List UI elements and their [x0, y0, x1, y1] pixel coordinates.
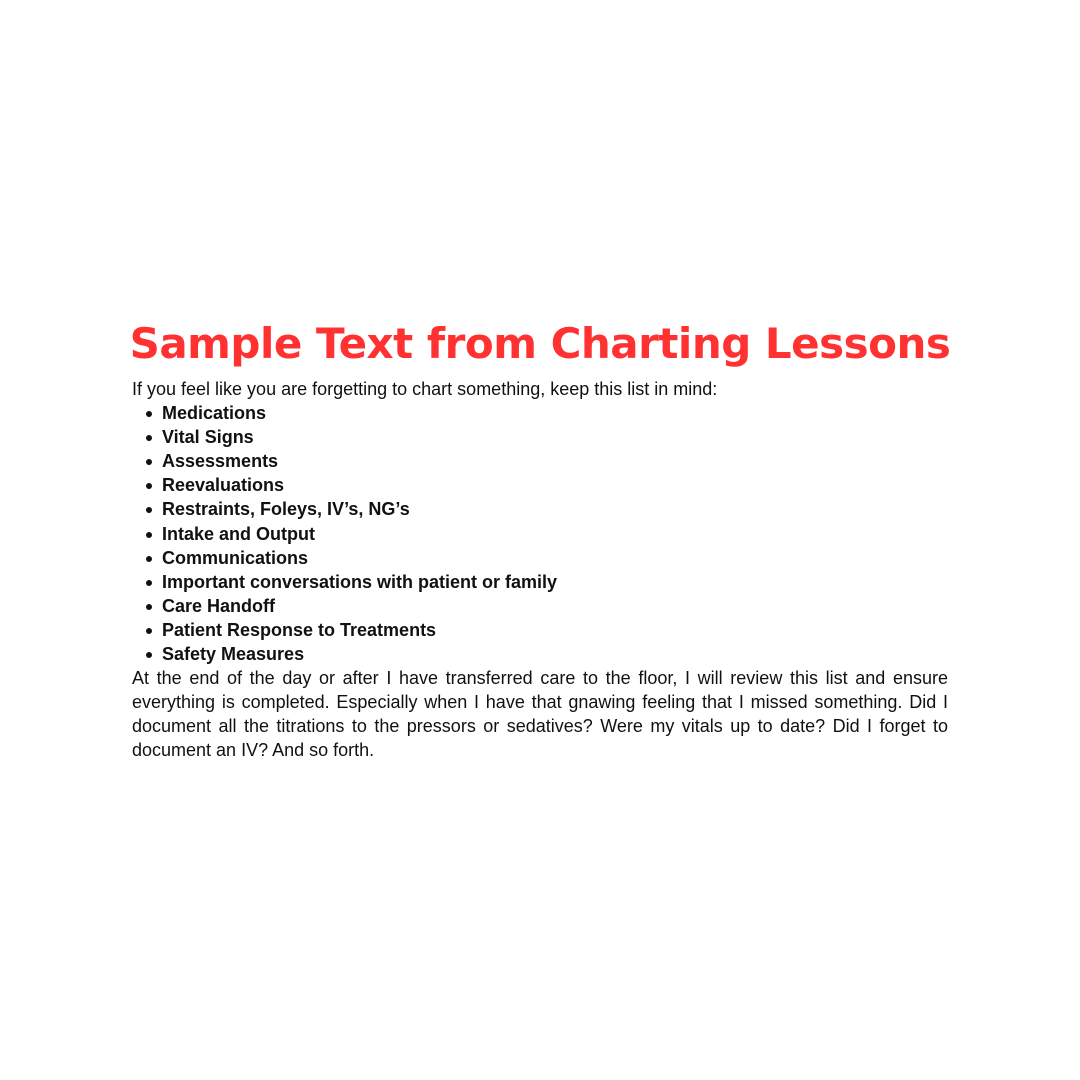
list-item-label: Communications [162, 547, 309, 568]
list-item [144, 449, 948, 473]
bullet-icon [146, 556, 152, 562]
list-item [144, 546, 948, 570]
list-item-label: Assessments [162, 451, 279, 472]
bullet-icon [146, 459, 152, 465]
list-item-label: Patient Response to Treatments [162, 619, 437, 640]
intro-paragraph: If you feel like you are forgetting to chart something, keep this list in mind: [132, 379, 718, 399]
bullet-icon [146, 580, 152, 586]
list-item-label: Important conversations with patient or family [162, 571, 558, 592]
list-item [144, 570, 948, 594]
list-item [144, 497, 948, 521]
list-item [144, 642, 948, 666]
list-item-label: Intake and Output [162, 523, 315, 544]
list-item [144, 594, 948, 618]
bullet-icon [146, 483, 152, 489]
document-body [132, 377, 948, 763]
list-item-label: Vital Signs [162, 427, 254, 448]
closing-paragraph: At the end of the day or after I have transferred care to the floor, I will review this list and ensure everything is completed. Especially when I have that gnawing feeling that I missed something. Did I document all the titrations to the pressors or sedatives? Were my vitals up to date? Did I forget to document an IV? And so forth. [132, 668, 948, 761]
bullet-icon [146, 507, 152, 513]
list-item-label: Safety Measures [162, 644, 305, 665]
list-item-label: Reevaluations [162, 475, 285, 496]
bullet-icon [146, 532, 152, 538]
bullet-icon [146, 628, 152, 634]
bullet-icon [146, 411, 152, 417]
list-item [144, 401, 948, 425]
list-item [144, 473, 948, 497]
list-item-label: Medications [162, 403, 267, 424]
bullet-icon [146, 604, 152, 610]
page-title: Sample Text from Charting Lessons [129, 319, 951, 368]
bullet-icon [146, 435, 152, 441]
list-item [144, 425, 948, 449]
list-item-label: Care Handoff [162, 595, 276, 616]
checklist [132, 401, 948, 666]
list-item [144, 618, 948, 642]
list-item-label: Restraints, Foleys, IV’s, NG’s [162, 499, 410, 520]
list-item [144, 522, 948, 546]
bullet-icon [146, 652, 152, 658]
